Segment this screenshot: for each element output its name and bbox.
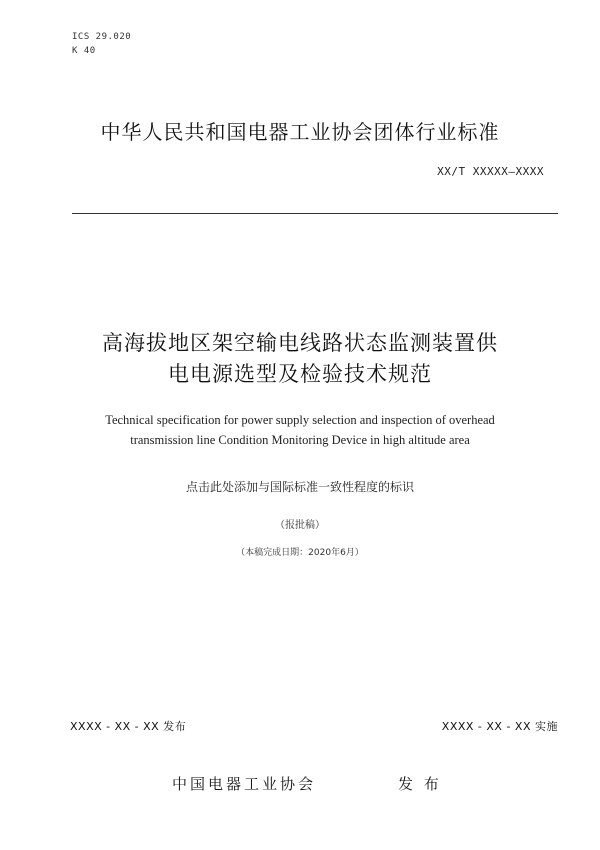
- publish-date: XXXX - XX - XX 发布: [70, 720, 187, 733]
- title-en-line1: Technical specification for power supply selection and inspection of overhead: [105, 413, 495, 427]
- title-cn-line1: 高海拔地区架空输电线路状态监测装置供: [102, 331, 498, 355]
- document-title: [0, 328, 600, 390]
- classification-codes: [72, 30, 131, 58]
- ccs-code: K 40: [72, 46, 96, 56]
- title-en-line2: transmission line Condition Monitoring Device in high altitude area: [130, 433, 470, 447]
- draft-status: （报批稿）: [275, 520, 325, 531]
- issue-label: 发 布: [398, 775, 442, 793]
- issuer-name: 中国电器工业协会: [172, 775, 317, 793]
- standard-code: XX/T XXXXX—XXXX: [437, 165, 544, 178]
- header-divider: [72, 213, 558, 214]
- title-cn-line2: 电电源选型及检验技术规范: [168, 362, 432, 386]
- organization-title: 中华人民共和国电器工业协会团体行业标准: [100, 120, 500, 144]
- implement-date: XXXX - XX - XX 实施: [441, 720, 558, 733]
- completion-date: （本稿完成日期：2020年6月）: [236, 548, 364, 558]
- ics-code: ICS 29.020: [72, 32, 132, 42]
- english-title: [0, 410, 600, 450]
- consistency-note[interactable]: 点击此处添加与国际标准一致性程度的标识: [185, 480, 414, 494]
